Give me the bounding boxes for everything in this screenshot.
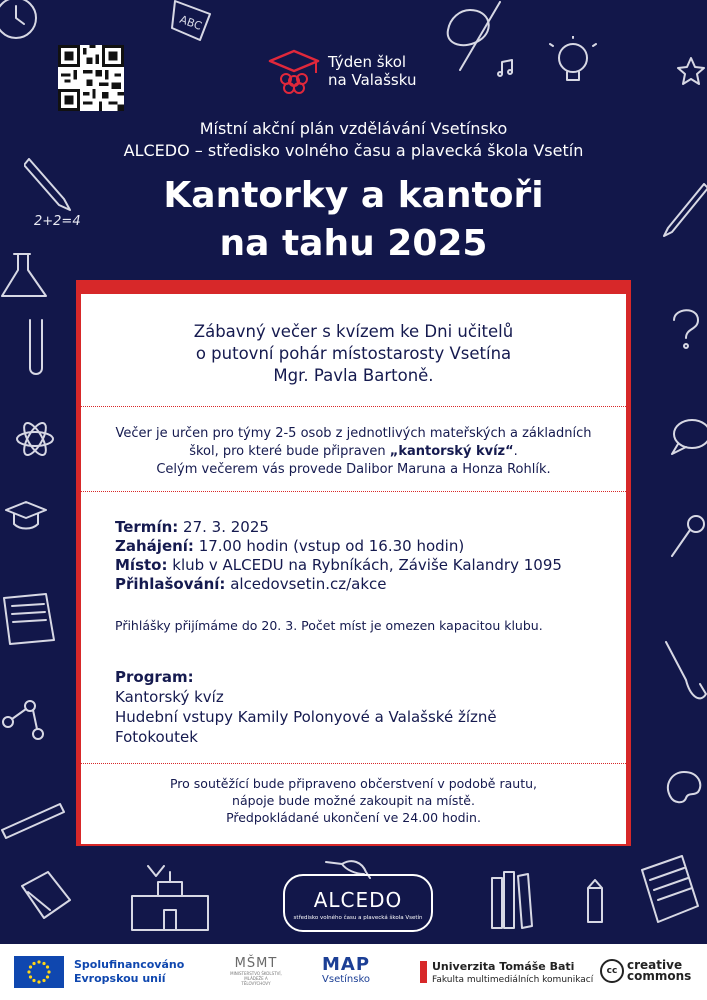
title-line-2: na tahu 2025: [219, 223, 488, 264]
msmt-logo: [230, 956, 282, 992]
microphone-icon: [668, 512, 707, 560]
pencil-small-icon: [580, 878, 610, 928]
info-card-body: [81, 294, 626, 844]
program-item: Kantorský kvíz: [115, 688, 224, 706]
msmt-logo-text: MINISTERSTVO ŠKOLSTVÍ, MLÁDEŽE A TĚLOVÝCHOVY: [230, 971, 282, 986]
star-icon: [676, 56, 706, 86]
molecule-icon: [0, 696, 48, 746]
map-logo-sub: Vsetínsko: [322, 974, 371, 985]
event-series-line2: na Valašsku: [328, 71, 417, 89]
start-label: Zahájení:: [115, 537, 194, 555]
description-line-3: Celým večerem vás provede Dalibor Maruna a Honza Rohlík.: [156, 462, 551, 477]
signup-link[interactable]: alcedovsetin.cz/akce: [225, 575, 387, 593]
place-label: Místo:: [115, 556, 168, 574]
saxophone-icon: [660, 640, 707, 712]
speech-bubble-icon: [670, 416, 707, 456]
intro-line-3: Mgr. Pavla Bartoně.: [273, 366, 434, 385]
graduation-cap-flower-icon: [266, 47, 322, 95]
date-label: Termín:: [115, 518, 179, 536]
description-line-1: Večer je určen pro týmy 2-5 osob z jednotlivých mateřských a základních: [115, 426, 592, 441]
atom-icon: [14, 418, 56, 460]
cc-text-line1: creative: [627, 958, 683, 972]
place-row: [115, 556, 562, 575]
eu-flag-icon: [14, 956, 64, 988]
lightbulb-icon: [548, 36, 598, 92]
program-label: Program:: [115, 668, 194, 686]
page-title: [0, 172, 707, 268]
date-value: 27. 3. 2025: [178, 518, 269, 536]
description-line-2: [81, 443, 626, 461]
description-line-2-prefix: škol, pro které bude připraven: [189, 444, 390, 459]
graduation-cap-icon: [4, 498, 48, 534]
closing-line-3: Předpokládané ukončení ve 24.00 hodin.: [226, 810, 481, 825]
abc-doodle-text: ABC: [177, 12, 204, 33]
registration-note: Přihlášky přijímáme do 20. 3. Počet míst je omezen kapacitou klubu.: [115, 618, 543, 633]
utb-mark-icon: [420, 961, 427, 983]
program-item: Hudební vstupy Kamily Polonyové a Valašské žízně: [115, 708, 497, 726]
intro-line-2: o putovní pohár místostarosty Vsetína: [195, 344, 512, 363]
eu-text-line2: Evropskou unií: [74, 972, 166, 985]
alcedo-logo-subtitle: středisko volného času a plavecká škola Vsetín: [293, 915, 423, 921]
info-card: [76, 280, 631, 846]
notepad-icon: [636, 852, 702, 928]
kantorsky-kviz-highlight: „kantorský kvíz“: [389, 444, 514, 459]
notebook-icon: [0, 592, 58, 648]
intro-line-1: Zábavný večer s kvízem ke Dni učitelů: [193, 322, 514, 341]
closing-line-2: nápoje bude možné zakoupit na místě.: [232, 793, 475, 808]
description-line-2-suffix: .: [513, 444, 518, 459]
alcedo-logo: [283, 874, 433, 932]
divider: [81, 763, 626, 764]
creative-commons-logo: [600, 959, 691, 983]
partner-logos: [0, 944, 707, 1000]
map-vsetinsko-logo: [322, 956, 370, 986]
cc-logo-text: [627, 960, 691, 982]
ruler-icon: [0, 800, 66, 840]
map-logo-name: MAP: [322, 954, 371, 975]
books-icon: [488, 868, 534, 930]
qr-code[interactable]: [58, 45, 124, 111]
abc-block-icon: [170, 0, 220, 46]
question-mark-icon: [668, 306, 707, 352]
book-icon: [18, 866, 74, 926]
intro-text: [81, 321, 626, 387]
eu-cofunded-text: [74, 958, 184, 986]
description-text: [81, 425, 626, 479]
date-row: [115, 518, 562, 537]
msmt-logo-mark: MŠMT: [234, 956, 278, 971]
start-row: [115, 537, 562, 556]
music-note-icon: [496, 58, 516, 78]
program-section: [115, 667, 497, 747]
start-value: 17.00 hodin (vstup od 16.30 hodin): [193, 537, 465, 555]
organizer-line-1: Místní akční plán vzdělávání Vsetínsko: [199, 119, 508, 138]
utb-logo-sub: Fakulta multimediálních komunikací: [432, 975, 594, 985]
divider: [81, 491, 626, 492]
test-tube-icon: [22, 318, 48, 378]
school-icon: [128, 862, 212, 932]
title-line-1: Kantorky a kantoři: [163, 175, 544, 216]
eu-text-line1: Spolufinancováno: [74, 958, 185, 971]
cc-icon: cc: [600, 959, 624, 983]
clock-icon: [0, 0, 44, 46]
closing-line-1: Pro soutěžící bude připraveno občerstvení v podobě rautu,: [169, 776, 537, 791]
math-doodle: 2+2=4: [34, 214, 81, 229]
event-details: [115, 518, 562, 594]
closing-text: [81, 775, 626, 826]
tyden-skol-logo: [266, 47, 416, 95]
utb-logo-name: Univerzita Tomáše Bati: [432, 960, 575, 973]
signup-label: Přihlašování:: [115, 575, 226, 593]
palette-icon: [664, 770, 704, 806]
signup-row: [115, 575, 562, 594]
cc-text-line2: commons: [627, 969, 692, 983]
alcedo-logo-name: ALCEDO: [313, 888, 403, 912]
place-value: klub v ALCEDU na Rybníkách, Záviše Kalandry 1095: [167, 556, 562, 574]
divider: [81, 406, 626, 407]
event-series-line1: Týden škol: [328, 53, 407, 71]
program-item: Fotokoutek: [115, 728, 198, 746]
organizer-line-2: ALCEDO – středisko volného času a plavecká škola Vsetín: [123, 141, 584, 160]
